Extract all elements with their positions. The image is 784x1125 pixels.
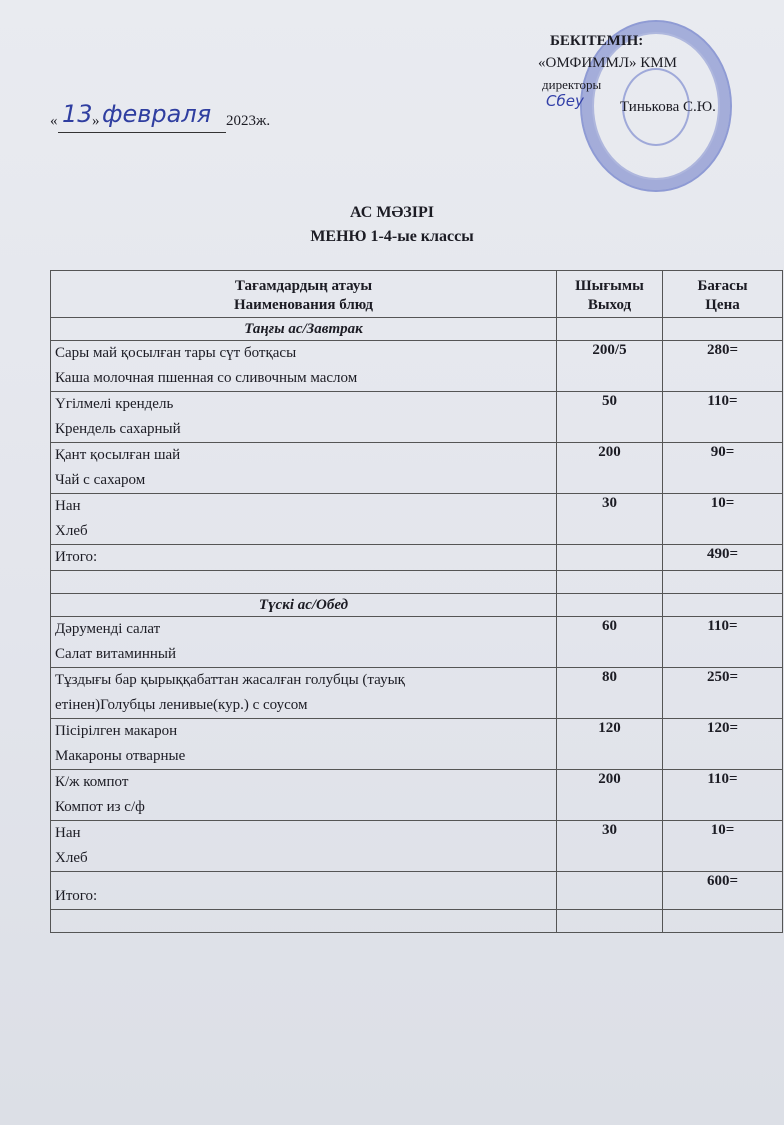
dish-name-cell bbox=[51, 494, 557, 545]
dish-name-cell bbox=[51, 617, 557, 668]
dish-name-kz: К/ж компот bbox=[55, 774, 129, 790]
header-price-ru: Цена bbox=[705, 297, 740, 313]
dish-price: 110= bbox=[663, 617, 783, 668]
header-dish-name-kz: Тағамдардың атауы bbox=[234, 278, 373, 294]
table-row bbox=[51, 668, 783, 719]
table-row bbox=[51, 443, 783, 494]
empty-cell bbox=[663, 594, 783, 617]
total-row-lunch bbox=[51, 872, 783, 910]
dish-price: 10= bbox=[663, 821, 783, 872]
table-row bbox=[51, 392, 783, 443]
header-yield-ru: Выход bbox=[587, 297, 632, 313]
handwritten-signature: Сбеу bbox=[546, 92, 584, 110]
approval-title: БЕКІТЕМІН: bbox=[550, 33, 644, 49]
header-price bbox=[663, 271, 783, 318]
dish-yield: 50 bbox=[557, 392, 663, 443]
table-row bbox=[51, 719, 783, 770]
dish-name-kz: Дәруменді салат bbox=[55, 621, 161, 637]
menu-title-kz: АС МӘЗІРІ bbox=[350, 204, 434, 221]
dish-name-kz: Үгілмелі крендель bbox=[55, 396, 174, 412]
empty-cell bbox=[557, 910, 663, 933]
dish-name-kz: Нан bbox=[55, 498, 81, 514]
dish-yield: 30 bbox=[557, 494, 663, 545]
dish-price: 110= bbox=[663, 392, 783, 443]
table-header-row bbox=[51, 271, 783, 318]
empty-cell bbox=[663, 910, 783, 933]
approval-role: директоры bbox=[542, 77, 602, 92]
dish-yield: 200 bbox=[557, 770, 663, 821]
header-dish-name-ru: Наименования блюд bbox=[234, 297, 373, 313]
date-close-quote: » bbox=[92, 113, 100, 129]
empty-cell bbox=[557, 318, 663, 341]
dish-name-cell bbox=[51, 341, 557, 392]
approval-name: Тинькова С.Ю. bbox=[620, 99, 716, 115]
dish-yield: 80 bbox=[557, 668, 663, 719]
dish-name-kz: Сары май қосылған тары сүт ботқасы bbox=[55, 345, 297, 361]
total-price-lunch: 600= bbox=[663, 872, 783, 910]
table-row bbox=[51, 494, 783, 545]
dish-name-ru: Салат витаминный bbox=[55, 646, 177, 662]
dish-name-kz: Пісірілген макарон bbox=[55, 723, 178, 739]
empty-cell bbox=[557, 872, 663, 910]
header-dish-name bbox=[51, 271, 557, 318]
total-label: Итого: bbox=[51, 872, 557, 910]
table-row bbox=[51, 770, 783, 821]
total-price-breakfast: 490= bbox=[663, 545, 783, 571]
total-label: Итого: bbox=[51, 545, 557, 571]
total-row-breakfast bbox=[51, 545, 783, 571]
dish-yield: 200 bbox=[557, 443, 663, 494]
dish-name-ru: Хлеб bbox=[55, 850, 88, 866]
empty-row bbox=[51, 571, 783, 594]
empty-row bbox=[51, 910, 783, 933]
dish-yield: 120 bbox=[557, 719, 663, 770]
empty-cell bbox=[557, 571, 663, 594]
empty-cell bbox=[557, 545, 663, 571]
empty-cell bbox=[557, 594, 663, 617]
date-open-quote: « bbox=[50, 113, 58, 129]
header-yield-kz: Шығымы bbox=[575, 278, 644, 294]
dish-name-cell bbox=[51, 719, 557, 770]
dish-price: 110= bbox=[663, 770, 783, 821]
empty-cell bbox=[51, 910, 557, 933]
header-price-kz: Бағасы bbox=[697, 278, 748, 294]
dish-name-ru: Макароны отварные bbox=[55, 748, 186, 764]
section-title-lunch: Түскі ас/Обед bbox=[51, 594, 557, 617]
dish-name-ru: Крендель сахарный bbox=[55, 421, 181, 437]
empty-cell bbox=[663, 318, 783, 341]
dish-price: 280= bbox=[663, 341, 783, 392]
dish-name-cell bbox=[51, 821, 557, 872]
dish-yield: 30 bbox=[557, 821, 663, 872]
document-date bbox=[50, 100, 310, 136]
section-row-lunch bbox=[51, 594, 783, 617]
dish-name-kz: Тұздығы бар қырыққабаттан жасалған голубцы (тауық bbox=[55, 672, 405, 688]
dish-yield: 60 bbox=[557, 617, 663, 668]
approval-organization: «ОМФИММЛ» КММ bbox=[538, 55, 677, 71]
date-month: февраля bbox=[102, 100, 212, 128]
dish-name-ru: Чай с сахаром bbox=[55, 472, 146, 488]
empty-cell bbox=[51, 571, 557, 594]
table-row bbox=[51, 821, 783, 872]
section-title-breakfast: Таңғы ас/Завтрак bbox=[51, 318, 557, 341]
date-underline bbox=[58, 132, 226, 133]
dish-name-ru: Хлеб bbox=[55, 523, 88, 539]
dish-yield: 200/5 bbox=[557, 341, 663, 392]
dish-name-cell bbox=[51, 668, 557, 719]
date-day: 13 bbox=[62, 100, 93, 128]
dish-name-kz: Қант қосылған шай bbox=[55, 447, 181, 463]
dish-name-cell bbox=[51, 392, 557, 443]
menu-table bbox=[50, 270, 783, 933]
dish-name-kz: Нан bbox=[55, 825, 81, 841]
section-row-breakfast bbox=[51, 318, 783, 341]
dish-price: 120= bbox=[663, 719, 783, 770]
dish-name-ru: етінен)Голубцы ленивые(кур.) с соусом bbox=[55, 697, 308, 713]
dish-name-ru: Компот из с/ф bbox=[55, 799, 145, 815]
dish-price: 10= bbox=[663, 494, 783, 545]
menu-title-ru: МЕНЮ 1-4-ые классы bbox=[310, 228, 474, 245]
empty-cell bbox=[663, 571, 783, 594]
dish-name-cell bbox=[51, 770, 557, 821]
dish-price: 250= bbox=[663, 668, 783, 719]
date-year: 2023ж. bbox=[226, 113, 271, 129]
dish-name-cell bbox=[51, 443, 557, 494]
table-row bbox=[51, 617, 783, 668]
header-yield bbox=[557, 271, 663, 318]
dish-name-ru: Каша молочная пшенная со сливочным маслом bbox=[55, 370, 358, 386]
dish-price: 90= bbox=[663, 443, 783, 494]
table-row bbox=[51, 341, 783, 392]
